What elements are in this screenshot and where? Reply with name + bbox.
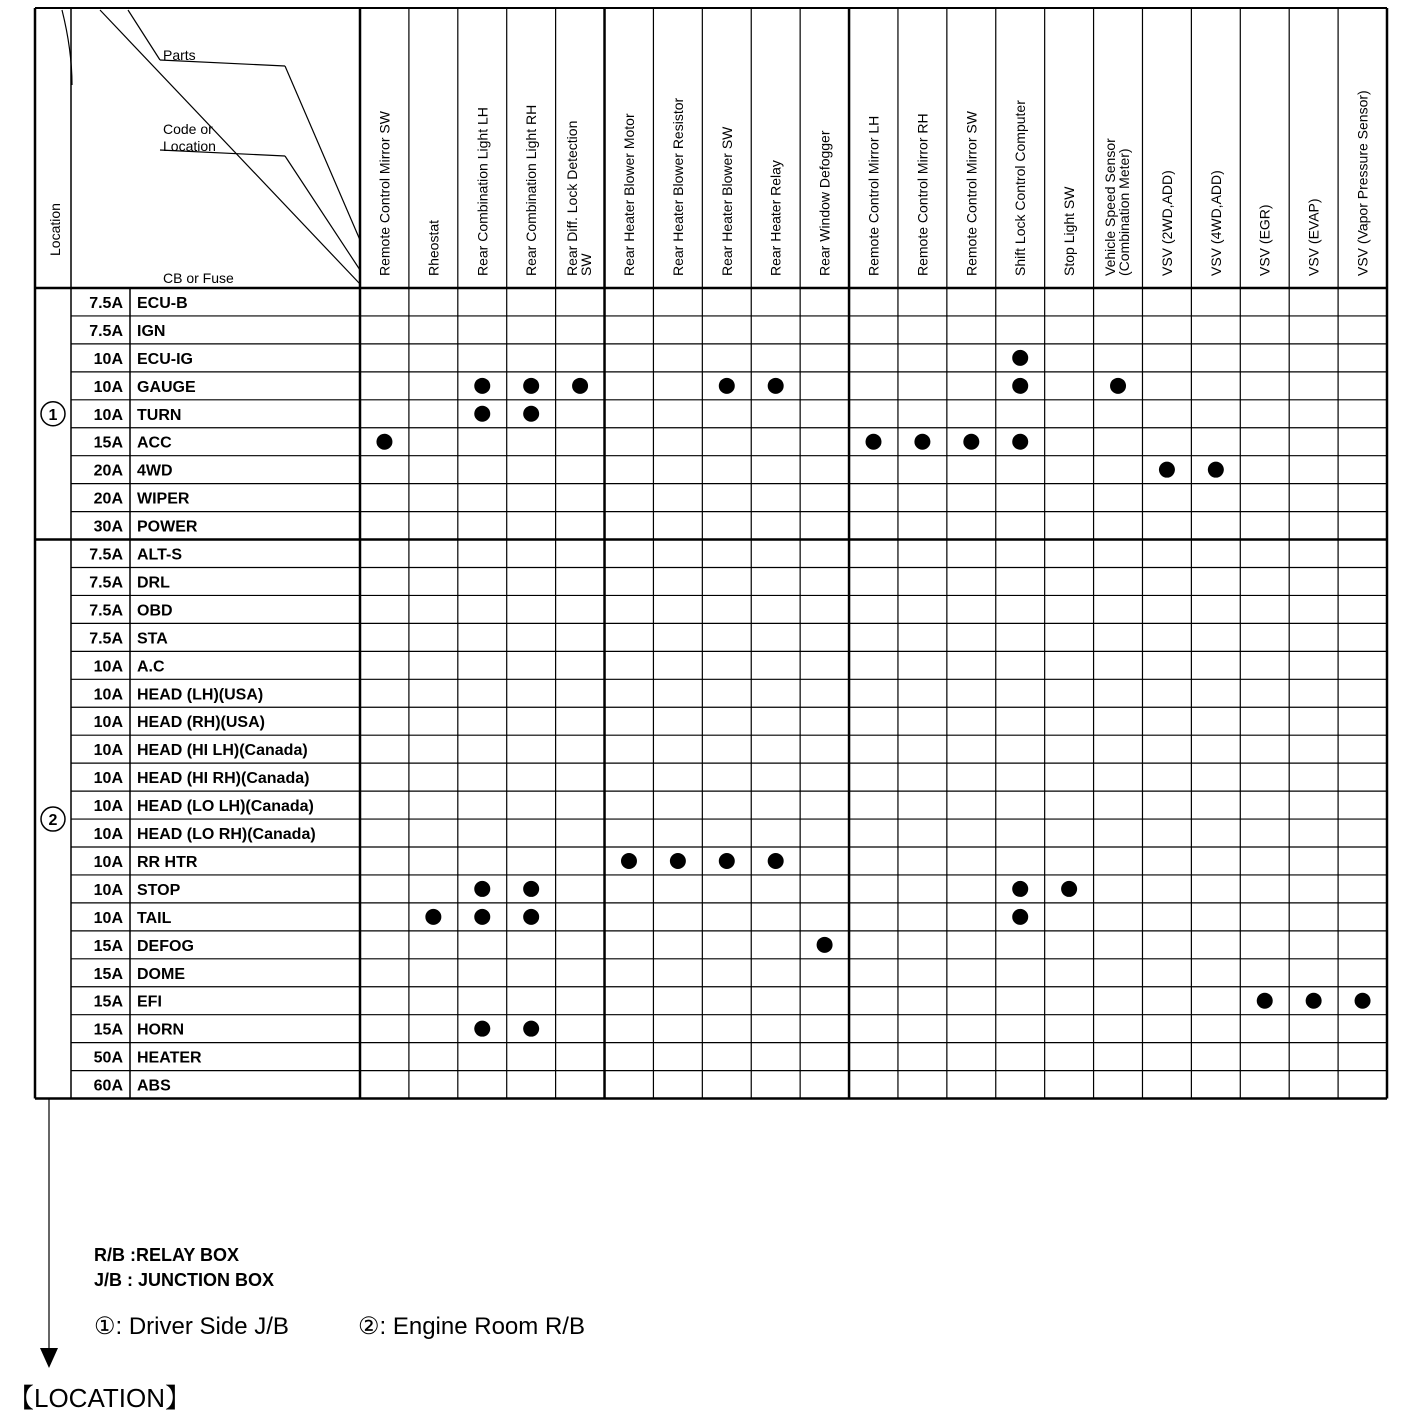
diagonal-line <box>100 10 360 284</box>
fuse-name: STA <box>137 630 168 648</box>
fuse-amperage: 7.5A <box>89 574 123 592</box>
fuse-name: 4WD <box>137 462 173 480</box>
fuse-amperage: 7.5A <box>89 294 123 312</box>
column-header: Remote Control Mirror SW <box>376 111 393 276</box>
fuse-name: HEAD (HI LH)(Canada) <box>137 742 308 760</box>
fuse-amperage: 7.5A <box>89 546 123 564</box>
connection-dot <box>1012 350 1028 366</box>
location-header-label: Location <box>47 203 63 256</box>
column-header: VSV (EVAP) <box>1305 198 1322 276</box>
fuse-amperage: 10A <box>93 406 123 424</box>
column-header: Stop Light SW <box>1061 186 1078 276</box>
connection-dot <box>523 378 539 394</box>
column-header: Rear Heater Blower SW <box>718 126 735 276</box>
connection-dot <box>1012 881 1028 897</box>
connection-dot <box>474 881 490 897</box>
code-label: Code or <box>163 121 213 137</box>
fuse-amperage: 7.5A <box>89 602 123 620</box>
fuse-name: ABS <box>137 1077 171 1095</box>
location-sub-label: Location <box>163 138 216 154</box>
connection-dot <box>621 853 637 869</box>
column-header-line: Vehicle Speed Sensor <box>1102 138 1119 276</box>
connection-dot <box>914 434 930 450</box>
connection-dot <box>866 434 882 450</box>
fuse-name: HEAD (HI RH)(Canada) <box>137 770 310 788</box>
fuse-name: DRL <box>137 574 170 592</box>
column-header: VSV (Vapor Pressure Sensor) <box>1354 90 1371 276</box>
connection-dot <box>474 378 490 394</box>
connection-dot <box>1012 434 1028 450</box>
group-marker-number: 1 <box>48 406 58 424</box>
column-header: Rear Heater Blower Motor <box>620 113 637 276</box>
connection-dot <box>1061 881 1077 897</box>
column-header: Rear Heater Blower Resistor <box>669 97 686 276</box>
legend-relay-box: R/B :RELAY BOX <box>94 1245 240 1265</box>
fuse-name: POWER <box>137 518 198 536</box>
parts-label: Parts <box>163 47 196 63</box>
column-header: Remote Control Mirror SW <box>963 111 980 276</box>
fuse-amperage: 10A <box>93 798 123 816</box>
cb-or-fuse-label: CB or Fuse <box>163 270 234 286</box>
connection-dot <box>523 909 539 925</box>
column-header: Remote Control Mirror RH <box>914 113 931 276</box>
column-header: Rheostat <box>425 219 442 276</box>
fuse-amperage: 10A <box>93 826 123 844</box>
fuse-amperage: 20A <box>93 462 123 480</box>
fuse-name: HEAD (LO LH)(Canada) <box>137 798 314 816</box>
connection-dot <box>376 434 392 450</box>
fuse-name: HEAD (LO RH)(Canada) <box>137 826 316 844</box>
fuse-amperage: 15A <box>93 434 123 452</box>
fuse-amperage: 20A <box>93 490 123 508</box>
connection-dot <box>719 853 735 869</box>
fuse-name: ACC <box>137 434 172 452</box>
fuse-name: ECU-IG <box>137 350 193 368</box>
fuse-name: RR HTR <box>137 853 198 871</box>
fuse-name: STOP <box>137 881 181 899</box>
connection-dot <box>670 853 686 869</box>
connection-dot <box>1012 909 1028 925</box>
diagonal-line <box>128 10 160 60</box>
column-header-line: (Combination Meter) <box>1116 148 1133 276</box>
fuse-name: HEAD (LH)(USA) <box>137 686 264 704</box>
column-header: Remote Control Mirror LH <box>865 115 882 276</box>
fuse-amperage: 10A <box>93 378 123 396</box>
fuse-amperage: 7.5A <box>89 630 123 648</box>
connection-dot <box>523 881 539 897</box>
column-header: Shift Lock Control Computer <box>1012 100 1029 276</box>
connection-dot <box>425 909 441 925</box>
fuse-name: HORN <box>137 1021 185 1039</box>
fuse-amperage: 30A <box>93 518 123 536</box>
connection-dot <box>1159 462 1175 478</box>
fuse-name: TAIL <box>137 909 172 927</box>
connection-dot <box>523 406 539 422</box>
fuse-name: DEFOG <box>137 937 194 955</box>
fuse-name: IGN <box>137 322 166 340</box>
connection-dot <box>768 853 784 869</box>
connection-dot <box>523 1021 539 1037</box>
fuse-name: A.C <box>137 658 165 676</box>
column-header <box>1102 138 1132 276</box>
fuse-amperage: 60A <box>93 1077 123 1095</box>
location-title: 【LOCATION】 <box>8 1383 191 1413</box>
fuse-name: TURN <box>137 406 182 424</box>
fuse-name: GAUGE <box>137 378 196 396</box>
fuse-amperage: 10A <box>93 853 123 871</box>
fuse-amperage: 10A <box>93 350 123 368</box>
column-header: Rear Combination Light LH <box>474 107 491 276</box>
connection-dot <box>719 378 735 394</box>
column-header: VSV (4WD,ADD) <box>1207 170 1224 276</box>
fuse-amperage: 10A <box>93 686 123 704</box>
legend-location-1: ①: Driver Side J/B <box>94 1313 289 1340</box>
column-header-line: SW <box>578 253 595 276</box>
group-marker-number: 2 <box>48 812 58 830</box>
connection-dot <box>1306 993 1322 1009</box>
connection-dot <box>768 378 784 394</box>
fuse-amperage: 10A <box>93 909 123 927</box>
fuse-name: EFI <box>137 993 162 1011</box>
column-header: Rear Combination Light RH <box>523 104 540 276</box>
fuse-amperage: 10A <box>93 881 123 899</box>
fuse-amperage: 15A <box>93 1021 123 1039</box>
fuse-amperage: 10A <box>93 742 123 760</box>
fuse-amperage: 7.5A <box>89 322 123 340</box>
connection-dot <box>1355 993 1371 1009</box>
connection-dot <box>1012 378 1028 394</box>
fuse-name: WIPER <box>137 490 190 508</box>
fuse-amperage: 15A <box>93 965 123 983</box>
location-arrow-head <box>40 1348 58 1368</box>
fuse-name: ECU-B <box>137 294 188 312</box>
legend-junction-box: J/B : JUNCTION BOX <box>94 1270 275 1290</box>
connection-dot <box>963 434 979 450</box>
fuse-amperage: 10A <box>93 770 123 788</box>
connection-dot <box>474 909 490 925</box>
column-header: Rear Heater Relay <box>767 160 784 276</box>
connection-dot <box>817 937 833 953</box>
connection-dot <box>1257 993 1273 1009</box>
fuse-amperage: 10A <box>93 658 123 676</box>
column-header: Rear Window Defogger <box>816 130 833 276</box>
column-header: VSV (EGR) <box>1256 204 1273 276</box>
fuse-amperage: 10A <box>93 714 123 732</box>
fuse-name: ALT-S <box>137 546 183 564</box>
fuse-amperage: 15A <box>93 937 123 955</box>
legend-location-2: ②: Engine Room R/B <box>358 1313 585 1340</box>
column-header-line: Rear Diff. Lock Detection <box>564 120 581 276</box>
connection-dot <box>572 378 588 394</box>
fuse-amperage: 15A <box>93 993 123 1011</box>
connection-dot <box>474 1021 490 1037</box>
connection-dot <box>1110 378 1126 394</box>
connection-dot <box>474 406 490 422</box>
fuse-name: OBD <box>137 602 173 620</box>
fuse-name: HEATER <box>137 1049 202 1067</box>
fuse-name: DOME <box>137 965 185 983</box>
fuse-amperage: 50A <box>93 1049 123 1067</box>
column-header <box>564 121 594 276</box>
connection-dot <box>1208 462 1224 478</box>
fuse-name: HEAD (RH)(USA) <box>137 714 265 732</box>
column-header: VSV (2WD,ADD) <box>1158 170 1175 276</box>
